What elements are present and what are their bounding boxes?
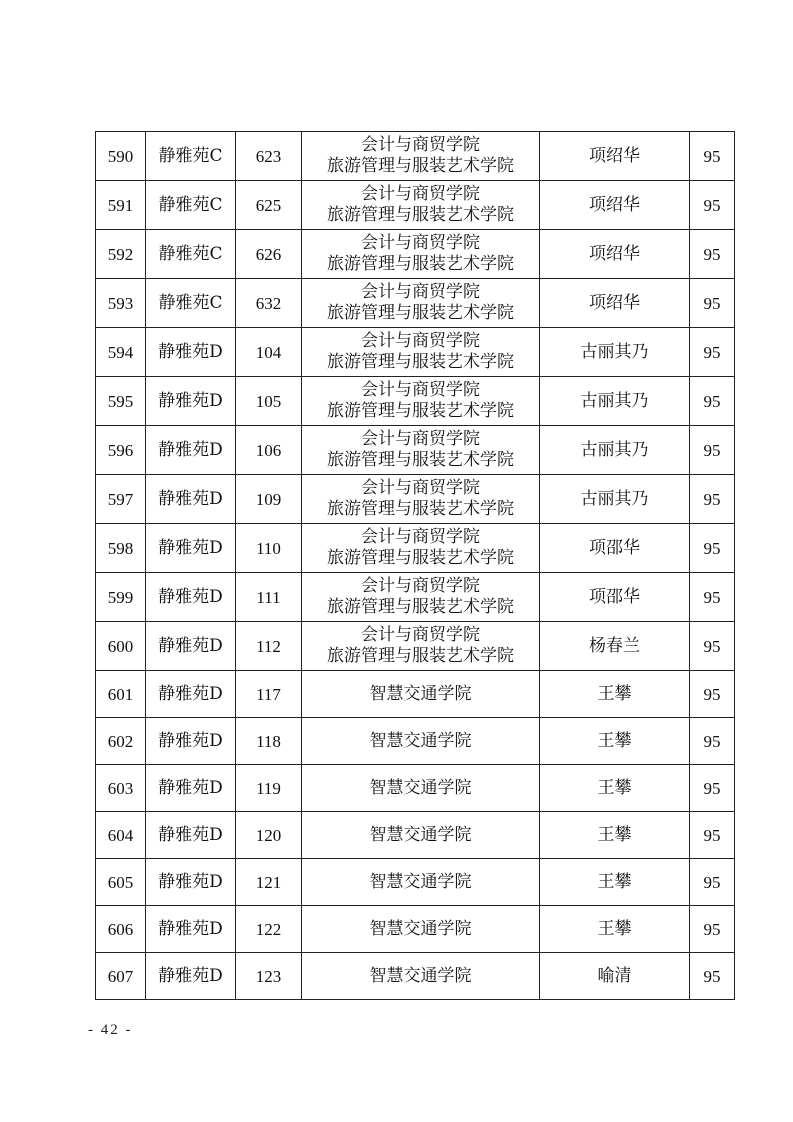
table-row <box>96 181 735 230</box>
college-line: 旅游管理与服装艺术学院 <box>327 646 514 666</box>
manager-cell: 王攀 <box>540 718 690 765</box>
college-line: 智慧交通学院 <box>369 824 472 845</box>
college-cell <box>302 279 540 328</box>
college-line: 旅游管理与服装艺术学院 <box>327 254 514 274</box>
college-cell <box>302 230 540 279</box>
building-cell: 静雅苑D <box>146 812 236 859</box>
college-line: 旅游管理与服装艺术学院 <box>327 597 514 617</box>
college-line: 智慧交通学院 <box>369 730 472 751</box>
building-cell: 静雅苑D <box>146 671 236 718</box>
college-line: 会计与商贸学院 <box>361 135 480 155</box>
college-cell <box>302 524 540 573</box>
row-number-cell: 594 <box>96 328 146 377</box>
college-cell <box>302 132 540 181</box>
row-number-cell: 605 <box>96 859 146 906</box>
table-row <box>96 906 735 953</box>
college-line: 旅游管理与服装艺术学院 <box>327 205 514 225</box>
building-cell: 静雅苑D <box>146 573 236 622</box>
table-row <box>96 859 735 906</box>
room-cell: 106 <box>236 426 302 475</box>
building-cell: 静雅苑D <box>146 328 236 377</box>
college-line: 会计与商贸学院 <box>361 527 480 547</box>
room-cell: 626 <box>236 230 302 279</box>
table-row <box>96 426 735 475</box>
score-cell: 95 <box>690 230 735 279</box>
manager-cell: 喻清 <box>540 953 690 1000</box>
college-line: 智慧交通学院 <box>369 965 472 986</box>
college-line: 会计与商贸学院 <box>361 331 480 351</box>
row-number-cell: 600 <box>96 622 146 671</box>
score-cell: 95 <box>690 426 735 475</box>
manager-cell: 王攀 <box>540 765 690 812</box>
table-row <box>96 622 735 671</box>
table-row <box>96 718 735 765</box>
score-cell: 95 <box>690 475 735 524</box>
college-line: 旅游管理与服装艺术学院 <box>327 156 514 176</box>
score-cell: 95 <box>690 906 735 953</box>
college-line: 会计与商贸学院 <box>361 282 480 302</box>
score-cell: 95 <box>690 718 735 765</box>
room-cell: 632 <box>236 279 302 328</box>
building-cell: 静雅苑D <box>146 426 236 475</box>
score-cell: 95 <box>690 279 735 328</box>
manager-cell: 古丽其乃 <box>540 426 690 475</box>
manager-cell: 古丽其乃 <box>540 377 690 426</box>
college-line: 旅游管理与服装艺术学院 <box>327 303 514 323</box>
building-cell: 静雅苑D <box>146 953 236 1000</box>
manager-cell: 王攀 <box>540 812 690 859</box>
table-row <box>96 573 735 622</box>
table-row <box>96 765 735 812</box>
table-row <box>96 812 735 859</box>
row-number-cell: 607 <box>96 953 146 1000</box>
room-cell: 117 <box>236 671 302 718</box>
room-cell: 623 <box>236 132 302 181</box>
table-body <box>96 132 735 1000</box>
score-cell: 95 <box>690 524 735 573</box>
college-line: 会计与商贸学院 <box>361 380 480 400</box>
building-cell: 静雅苑D <box>146 906 236 953</box>
dormitory-score-table <box>95 131 735 1000</box>
manager-cell: 项绍华 <box>540 230 690 279</box>
building-cell: 静雅苑D <box>146 475 236 524</box>
room-cell: 105 <box>236 377 302 426</box>
room-cell: 123 <box>236 953 302 1000</box>
college-cell <box>302 765 540 812</box>
score-cell: 95 <box>690 859 735 906</box>
score-cell: 95 <box>690 812 735 859</box>
college-line: 智慧交通学院 <box>369 777 472 798</box>
college-cell <box>302 812 540 859</box>
manager-cell: 杨春兰 <box>540 622 690 671</box>
table-row <box>96 328 735 377</box>
room-cell: 118 <box>236 718 302 765</box>
college-cell <box>302 718 540 765</box>
room-cell: 111 <box>236 573 302 622</box>
building-cell: 静雅苑C <box>146 132 236 181</box>
college-cell <box>302 953 540 1000</box>
college-line: 智慧交通学院 <box>369 683 472 704</box>
row-number-cell: 601 <box>96 671 146 718</box>
table-row <box>96 132 735 181</box>
manager-cell: 项邵华 <box>540 524 690 573</box>
row-number-cell: 590 <box>96 132 146 181</box>
college-line: 旅游管理与服装艺术学院 <box>327 548 514 568</box>
college-line: 会计与商贸学院 <box>361 184 480 204</box>
room-cell: 625 <box>236 181 302 230</box>
score-cell: 95 <box>690 765 735 812</box>
college-line: 会计与商贸学院 <box>361 429 480 449</box>
room-cell: 119 <box>236 765 302 812</box>
room-cell: 112 <box>236 622 302 671</box>
table-row <box>96 230 735 279</box>
manager-cell: 王攀 <box>540 859 690 906</box>
manager-cell: 王攀 <box>540 671 690 718</box>
table-row <box>96 671 735 718</box>
page-number: - 42 - <box>88 1022 133 1038</box>
manager-cell: 项绍华 <box>540 279 690 328</box>
college-cell <box>302 671 540 718</box>
college-line: 会计与商贸学院 <box>361 625 480 645</box>
college-cell <box>302 906 540 953</box>
room-cell: 120 <box>236 812 302 859</box>
manager-cell: 项绍华 <box>540 132 690 181</box>
table-row <box>96 279 735 328</box>
table-row <box>96 524 735 573</box>
college-line: 智慧交通学院 <box>369 918 472 939</box>
room-cell: 121 <box>236 859 302 906</box>
college-cell <box>302 573 540 622</box>
room-cell: 122 <box>236 906 302 953</box>
college-cell <box>302 181 540 230</box>
college-line: 智慧交通学院 <box>369 871 472 892</box>
room-cell: 104 <box>236 328 302 377</box>
score-cell: 95 <box>690 377 735 426</box>
row-number-cell: 598 <box>96 524 146 573</box>
score-cell: 95 <box>690 328 735 377</box>
manager-cell: 王攀 <box>540 906 690 953</box>
score-cell: 95 <box>690 132 735 181</box>
college-line: 旅游管理与服装艺术学院 <box>327 352 514 372</box>
row-number-cell: 606 <box>96 906 146 953</box>
college-line: 会计与商贸学院 <box>361 576 480 596</box>
college-cell <box>302 377 540 426</box>
college-line: 旅游管理与服装艺术学院 <box>327 450 514 470</box>
room-cell: 110 <box>236 524 302 573</box>
building-cell: 静雅苑D <box>146 622 236 671</box>
college-line: 旅游管理与服装艺术学院 <box>327 499 514 519</box>
score-cell: 95 <box>690 953 735 1000</box>
college-line: 旅游管理与服装艺术学院 <box>327 401 514 421</box>
row-number-cell: 596 <box>96 426 146 475</box>
college-cell <box>302 622 540 671</box>
row-number-cell: 592 <box>96 230 146 279</box>
score-cell: 95 <box>690 622 735 671</box>
score-cell: 95 <box>690 573 735 622</box>
row-number-cell: 602 <box>96 718 146 765</box>
building-cell: 静雅苑D <box>146 859 236 906</box>
row-number-cell: 595 <box>96 377 146 426</box>
building-cell: 静雅苑C <box>146 181 236 230</box>
college-line: 会计与商贸学院 <box>361 478 480 498</box>
row-number-cell: 597 <box>96 475 146 524</box>
dormitory-table-container <box>95 131 735 1000</box>
college-cell <box>302 426 540 475</box>
college-cell <box>302 328 540 377</box>
row-number-cell: 591 <box>96 181 146 230</box>
building-cell: 静雅苑D <box>146 718 236 765</box>
manager-cell: 古丽其乃 <box>540 475 690 524</box>
building-cell: 静雅苑D <box>146 765 236 812</box>
table-row <box>96 377 735 426</box>
row-number-cell: 603 <box>96 765 146 812</box>
building-cell: 静雅苑C <box>146 230 236 279</box>
college-cell <box>302 859 540 906</box>
table-row <box>96 953 735 1000</box>
row-number-cell: 604 <box>96 812 146 859</box>
building-cell: 静雅苑D <box>146 524 236 573</box>
college-line: 会计与商贸学院 <box>361 233 480 253</box>
manager-cell: 古丽其乃 <box>540 328 690 377</box>
building-cell: 静雅苑D <box>146 377 236 426</box>
college-cell <box>302 475 540 524</box>
row-number-cell: 593 <box>96 279 146 328</box>
building-cell: 静雅苑C <box>146 279 236 328</box>
score-cell: 95 <box>690 671 735 718</box>
manager-cell: 项绍华 <box>540 181 690 230</box>
table-row <box>96 475 735 524</box>
room-cell: 109 <box>236 475 302 524</box>
score-cell: 95 <box>690 181 735 230</box>
row-number-cell: 599 <box>96 573 146 622</box>
manager-cell: 项邵华 <box>540 573 690 622</box>
